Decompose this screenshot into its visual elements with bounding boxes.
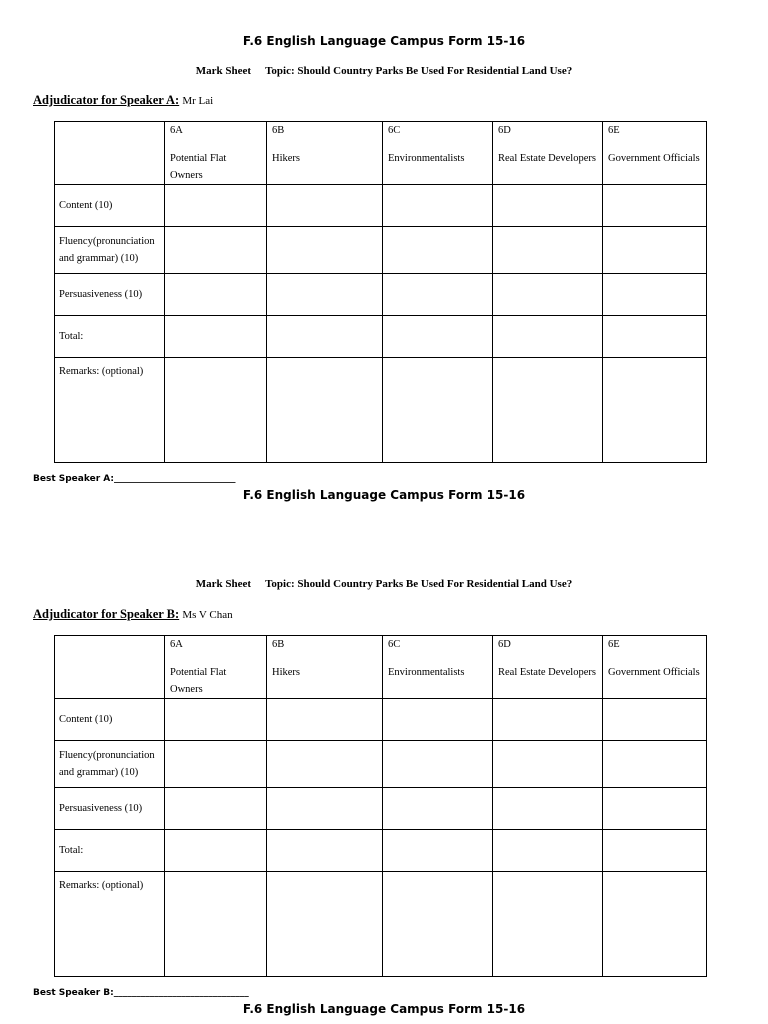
row-label: Fluency(pronunciation and grammar) (10) [55,741,165,788]
score-cell[interactable] [493,788,603,830]
column-header [493,636,603,699]
role-label: Hikers [272,153,300,164]
score-cell[interactable] [383,227,493,274]
adjudicator-name: Ms V Chan [182,609,233,621]
score-cell[interactable] [383,830,493,872]
role-label: Environmentalists [388,153,465,164]
best-speaker-line: Best Speaker B:______________________________ [33,988,249,998]
class-code: 6B [272,125,285,136]
column-header [383,636,493,699]
adjudicator-line [33,92,213,109]
best-speaker-line: Best Speaker A:___________________________ [33,474,236,484]
row-label: Remarks: (optional) [55,358,165,463]
score-cell[interactable] [603,788,707,830]
row-label: Persuasiveness (10) [55,274,165,316]
score-cell[interactable] [383,316,493,358]
column-header [165,636,267,699]
score-cell[interactable] [603,741,707,788]
class-code: 6B [272,639,285,650]
score-cell[interactable] [165,788,267,830]
row-label: Persuasiveness (10) [55,788,165,830]
row-label: Content (10) [55,699,165,741]
column-header [165,122,267,185]
score-cell[interactable] [383,274,493,316]
score-cell[interactable] [493,830,603,872]
score-cell[interactable] [165,227,267,274]
score-cell[interactable] [493,274,603,316]
row-label: Total: [55,830,165,872]
score-cell[interactable] [383,185,493,227]
column-header [603,636,707,699]
score-cell[interactable] [493,316,603,358]
class-code: 6E [608,639,620,650]
column-header [603,122,707,185]
score-cell[interactable] [165,741,267,788]
score-cell[interactable] [493,185,603,227]
score-cell[interactable] [603,274,707,316]
score-cell[interactable] [383,699,493,741]
mark-sheet-label: Mark Sheet [195,65,252,77]
topic-text: Topic: Should Country Parks Be Used For Residential Land Use? [265,578,573,590]
mark-sheet-label: Mark Sheet [195,578,252,590]
role-label: Environmentalists [388,667,465,678]
mark-sheet-heading [0,577,768,591]
row-label: Content (10) [55,185,165,227]
remarks-cell[interactable] [493,358,603,463]
mark-table [54,635,707,977]
score-cell[interactable] [603,830,707,872]
remarks-cell[interactable] [267,872,383,977]
class-code: 6D [498,639,511,650]
topic-text: Topic: Should Country Parks Be Used For Residential Land Use? [265,65,573,77]
remarks-cell[interactable] [383,872,493,977]
footer-title: F.6 English Language Campus Form 15-16 [242,1002,526,1016]
class-code: 6A [170,639,183,650]
score-cell[interactable] [267,830,383,872]
score-cell[interactable] [493,741,603,788]
role-label: Real Estate Developers [498,667,596,678]
adjudicator-line [33,606,233,623]
class-code: 6E [608,125,620,136]
score-cell[interactable] [383,741,493,788]
score-cell[interactable] [165,274,267,316]
form-title: F.6 English Language Campus Form 15-16 [242,34,526,48]
column-header [493,122,603,185]
role-label: Potential Flat Owners [170,153,227,181]
role-label: Government Officials [608,667,700,678]
row-label: Total: [55,316,165,358]
role-label: Government Officials [608,153,700,164]
class-code: 6A [170,125,183,136]
score-cell[interactable] [267,185,383,227]
column-header [267,636,383,699]
role-label: Potential Flat Owners [170,667,227,695]
score-cell[interactable] [493,227,603,274]
role-label: Real Estate Developers [498,153,596,164]
score-cell[interactable] [383,788,493,830]
adjudicator-label: Adjudicator for Speaker A: [33,93,180,107]
adjudicator-name: Mr Lai [182,95,214,107]
score-cell[interactable] [603,699,707,741]
score-cell[interactable] [165,830,267,872]
mark-sheet-heading [0,64,768,78]
row-label: Remarks: (optional) [55,872,165,977]
column-header [383,122,493,185]
score-cell[interactable] [267,316,383,358]
class-code: 6C [388,125,401,136]
score-cell[interactable] [603,185,707,227]
adjudicator-label: Adjudicator for Speaker B: [33,607,180,621]
score-cell[interactable] [267,741,383,788]
class-code: 6C [388,639,401,650]
score-cell[interactable] [603,316,707,358]
score-cell[interactable] [267,227,383,274]
score-cell[interactable] [267,274,383,316]
score-cell[interactable] [267,788,383,830]
remarks-cell[interactable] [493,872,603,977]
role-label: Hikers [272,667,300,678]
column-header [267,122,383,185]
remarks-cell[interactable] [603,872,707,977]
remarks-cell[interactable] [165,872,267,977]
remarks-cell[interactable] [603,358,707,463]
corner-cell [55,122,165,185]
score-cell[interactable] [165,185,267,227]
remarks-cell[interactable] [165,358,267,463]
remarks-cell[interactable] [383,358,493,463]
remarks-cell[interactable] [267,358,383,463]
score-cell[interactable] [165,699,267,741]
score-cell[interactable] [603,227,707,274]
form-title: F.6 English Language Campus Form 15-16 [242,488,526,502]
class-code: 6D [498,125,511,136]
score-cell[interactable] [165,316,267,358]
score-cell[interactable] [493,699,603,741]
corner-cell [55,636,165,699]
row-label: Fluency(pronunciation and grammar) (10) [55,227,165,274]
mark-table [54,121,707,463]
score-cell[interactable] [267,699,383,741]
